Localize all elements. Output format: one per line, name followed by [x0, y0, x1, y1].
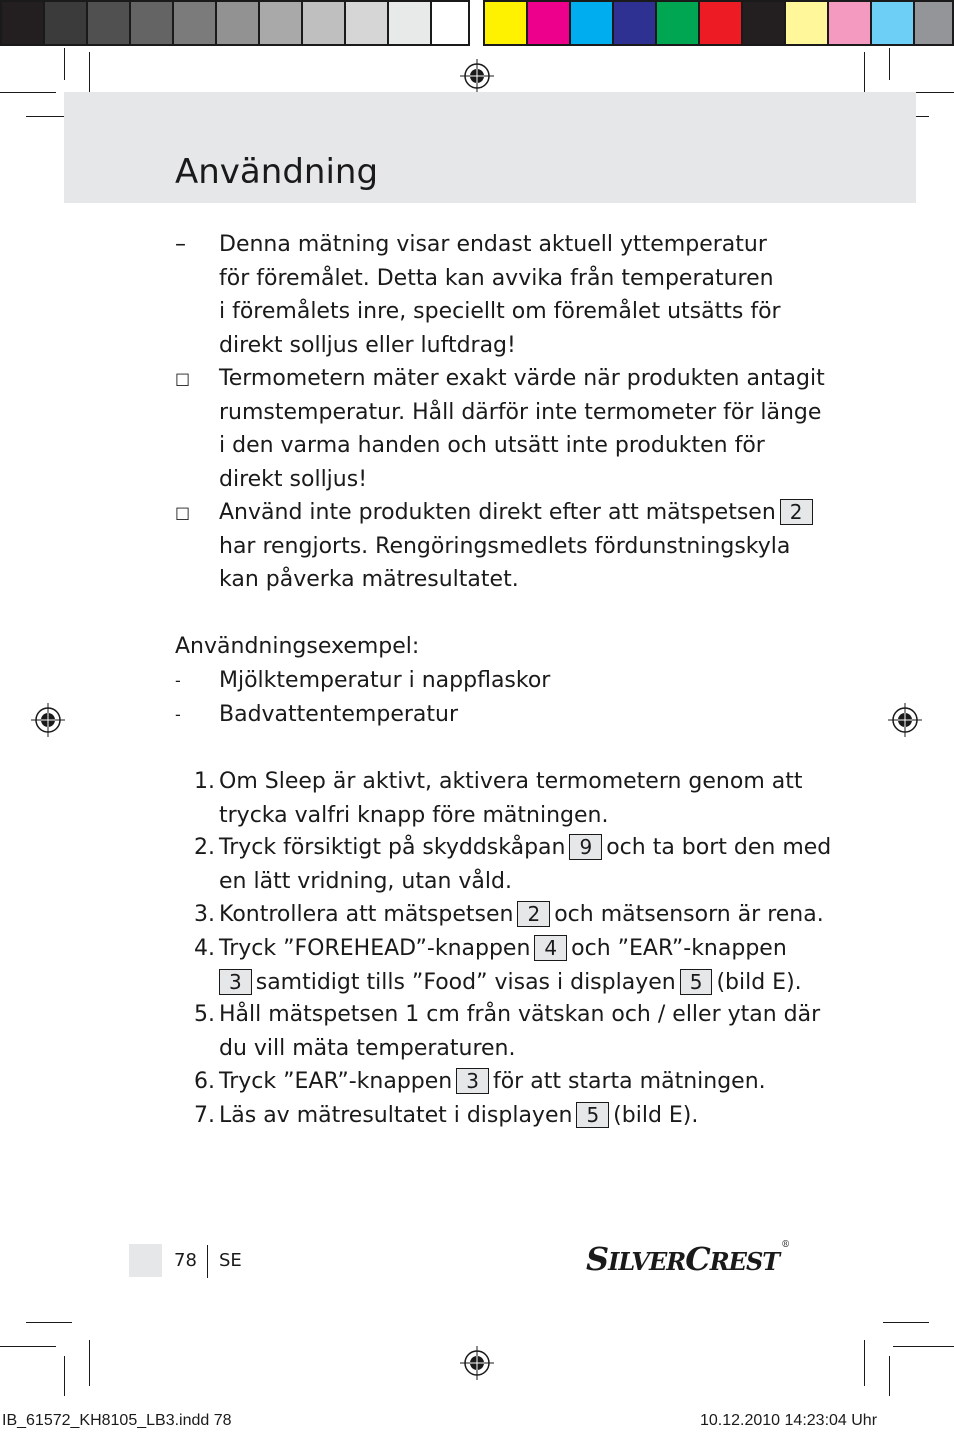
note-line: Denna mätning visar endast aktuell yttemperatur [219, 232, 767, 257]
step-text: (bild E). [716, 969, 802, 995]
step-line [215, 966, 802, 1000]
step-number: 2. [194, 835, 215, 860]
dash-marker: - [175, 671, 181, 690]
step-line: en lätt vridning, utan våld. [219, 868, 512, 894]
slug-datetime: 10.12.2010 14:23:04 Uhr [700, 1412, 878, 1429]
gray-swatch [217, 2, 260, 44]
step-text: och mätsensorn är rena. [554, 902, 824, 927]
language-code: SE [219, 1250, 242, 1271]
note-line: har rengjorts. Rengöringsmedlets fördunstningskyla [219, 533, 791, 559]
registered-mark: ® [781, 1240, 790, 1250]
crop-mark [64, 1356, 65, 1396]
gray-swatch [45, 2, 88, 44]
slug-filename: IB_61572_KH8105_LB3.indd 78 [2, 1412, 232, 1429]
step-number: 7. [194, 1103, 215, 1128]
dash-marker: – [175, 232, 186, 257]
registration-mark-icon [31, 703, 65, 737]
gray-calibration-strip [0, 0, 470, 46]
part-number-badge: 3 [456, 1068, 489, 1094]
step-line: Om Sleep är aktivt, aktivera termometern genom att [219, 769, 803, 794]
registration-mark-icon [460, 1346, 494, 1380]
crop-mark [89, 1340, 90, 1386]
crop-mark [26, 1322, 72, 1323]
color-swatch [657, 2, 700, 44]
gray-swatch [432, 2, 468, 44]
brand-logo [586, 1240, 789, 1278]
note-line: direkt solljus! [219, 466, 368, 492]
gray-swatch [346, 2, 389, 44]
crop-mark [864, 1340, 865, 1386]
crop-mark [0, 92, 56, 93]
step-number: 1. [194, 769, 215, 794]
gray-swatch [88, 2, 131, 44]
gray-swatch [2, 2, 45, 44]
crop-mark [893, 1346, 954, 1347]
crop-mark [889, 48, 890, 80]
step-line [219, 932, 787, 966]
part-number-badge: 5 [680, 969, 713, 995]
part-number-badge: 2 [517, 901, 550, 927]
step-text: Kontrollera att mätspetsen [219, 902, 514, 927]
color-swatch [614, 2, 657, 44]
note-line: kan påverka mätresultatet. [219, 567, 519, 592]
crop-mark [889, 1356, 890, 1396]
step-line: du vill mäta temperaturen. [219, 1035, 516, 1061]
note-line: rumstemperatur. Håll därför inte termometer för länge [219, 399, 822, 425]
examples-heading: Användningsexempel: [175, 634, 420, 659]
registration-mark-icon [460, 59, 494, 93]
crop-mark [64, 48, 65, 80]
note-line: direkt solljus eller luftdrag! [219, 332, 516, 358]
page-number: 78 [174, 1250, 197, 1271]
step-line [219, 898, 824, 932]
footer-divider [207, 1245, 208, 1278]
checkbox-square-icon: □ [175, 369, 191, 388]
step-text: och ”EAR”-knappen [571, 936, 787, 961]
color-swatch [485, 2, 528, 44]
step-text: för att starta mätningen. [492, 1069, 766, 1094]
step-line: Håll mätspetsen 1 cm från vätskan och / eller ytan där [219, 1002, 821, 1027]
step-line [219, 831, 831, 865]
part-number-badge: 3 [219, 969, 252, 995]
note-line: för föremålet. Detta kan avvika från temperaturen [219, 265, 774, 291]
step-line [219, 1099, 698, 1133]
checkbox-square-icon: □ [175, 503, 191, 522]
step-number: 4. [194, 936, 215, 961]
step-text: samtidigt tills ”Food” visas i displayen [255, 969, 676, 995]
gray-swatch [260, 2, 303, 44]
example-text: Badvattentemperatur [219, 702, 459, 727]
note-line [219, 496, 817, 530]
color-swatch [700, 2, 743, 44]
footer-marker-square [129, 1244, 162, 1277]
color-swatch [872, 2, 915, 44]
brand-letter: S [586, 1240, 609, 1278]
brand-letter: C [685, 1240, 710, 1278]
note-line: Termometern mäter exakt värde när produkten antagit [219, 366, 825, 391]
step-number: 3. [194, 902, 215, 927]
step-line [219, 1065, 766, 1099]
crop-mark [883, 1322, 929, 1323]
note-line: i den varma handen och utsätt inte produkten för [219, 433, 765, 458]
color-swatch [915, 2, 952, 44]
note-line: i föremålets inre, speciellt om föremålet utsätts för [219, 299, 781, 324]
step-text: (bild E). [613, 1103, 699, 1128]
brand-letters: REST [709, 1247, 780, 1276]
crop-mark [0, 1346, 56, 1347]
example-text: Mjölktemperatur i nappflaskor [219, 668, 551, 693]
gray-swatch [303, 2, 346, 44]
note-text: Använd inte produkten direkt efter att mätspetsen [219, 500, 776, 525]
color-swatch [528, 2, 571, 44]
color-swatch [743, 2, 786, 44]
step-text: Tryck försiktigt på skyddskåpan [219, 835, 566, 860]
step-text: och ta bort den med [606, 835, 832, 860]
gray-swatch [131, 2, 174, 44]
step-text: Läs av mätresultatet i displayen [219, 1103, 573, 1128]
step-line: trycka valfri knapp före mätningen. [219, 802, 609, 828]
registration-mark-icon [888, 703, 922, 737]
step-number: 5. [194, 1002, 215, 1027]
step-text: Tryck ”EAR”-knappen [219, 1069, 453, 1094]
part-number-badge: 4 [534, 935, 567, 961]
gray-swatch [389, 2, 432, 44]
page-title: Användning [175, 152, 379, 192]
color-calibration-strip [483, 0, 954, 46]
color-swatch [786, 2, 829, 44]
part-number-badge: 5 [576, 1102, 609, 1128]
part-number-badge: 2 [780, 499, 813, 525]
gray-swatch [174, 2, 217, 44]
part-number-badge: 9 [569, 834, 602, 860]
step-number: 6. [194, 1069, 215, 1094]
brand-letters: ILVER [608, 1247, 686, 1276]
color-swatch [571, 2, 614, 44]
step-text: Tryck ”FOREHEAD”-knappen [219, 936, 531, 961]
color-swatch [829, 2, 872, 44]
dash-marker: - [175, 705, 181, 724]
